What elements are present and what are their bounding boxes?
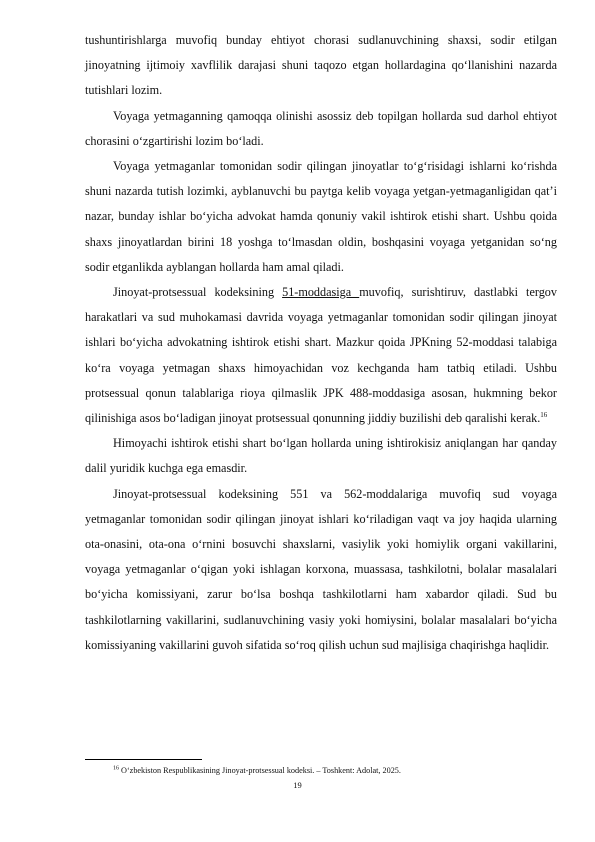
paragraph-advocate-requirement: Voyaga yetmaganlar tomonidan sodir qilingan jinoyatlar to‘g‘risidagi ishlarni ko‘rishda shuni nazarda tutish lozimki, ayblanuvchi bu paytga kelib voyaga yetgan-yetmaganligidan qat’i nazar, bunday ishlar bo‘yicha advokat hamda qonuniy vakil ishtirok etishi shart. Ushbu qoida shaxs jinoyatlardan birini 18 yoshga to‘lmasdan oldin, boshqasini voyaga yetganidan so‘ng sodir etganlikda ayblangan hollarda ham amal qiladi. bbox=[85, 159, 557, 274]
paragraph-articles-551-562: Jinoyat-protsessual kodeksining 551 va 562-moddalariga muvofiq sud voyaga yetmaganlar tomonidan sodir qilingan jinoyat ishlari ko‘riladigan vaqt va joy haqida ularning ota-onasini, ota-ona o‘rnini bosuvchi shaxslarni, vasiylik yoki homiylik organi vakillarini, voyaga yetmaganlar o‘qigan yoki ishlagan korxona, muassasa, tashkilotni, bolalar masalalari bo‘yicha komissiyani, zarur bo‘lsa boshqa tashkilotlarni ham xabardor qiladi. Sud bu tashkilotlarning vakillarini, sudlanuvchining vasiy yoki homiysini, bolalar masalalari bo‘yicha komissiyaning vakillarini guvoh sifatida so‘roq qilish uchun sud majlisiga chaqirishga haqlidir. bbox=[85, 486, 557, 652]
article-51-link[interactable]: 51-moddasiga bbox=[282, 285, 360, 300]
page-number: 19 bbox=[293, 780, 302, 790]
paragraph-evidence-validity: Himoyachi ishtirok etishi shart bo‘lgan hollarda uning ishtirokisiz aniqlangan har qanday dalil yuridik kuchga ega emasdir. bbox=[85, 436, 557, 476]
paragraph-continuation: tushuntirishlarga muvofiq bunday ehtiyot chorasi sudlanuvchining shaxsi, sodir etilgan jinoyatning ijtimoiy xavflilik darajasi shuni taqozo etgan hollardagina qo‘llanishini nazarda tutishlari lozim. bbox=[85, 33, 557, 98]
document-body bbox=[85, 28, 557, 658]
paragraph-jpk-article-51 bbox=[85, 280, 557, 431]
paragraph-text: muvofiq, surishtiruv, dastlabki tergov harakatlari va sud muhokamasi davrida voyaga yetmaganlar tomonidan sodir qilingan jinoyat ishlari bo‘yicha advokatning ishtirok etishi shart. Mazkur qoida JPKning 52-moddasi talabiga ko‘ra voyaga yetmagan shaxs himoyachidan voz kechganda ham tatbiq etiladi. Ushbu protsessual qonun talablariga rioya qilmaslik JPK 488-moddasiga asosan, hukmning bekor qilinishiga asos bo‘ladigan jinoyat protsessual qonunning jiddiy buzilishi deb qaralishi kerak. bbox=[85, 285, 557, 426]
paragraph-arrest-unfounded: Voyaga yetmaganning qamoqqa olinishi asossiz deb topilgan hollarda sud darhol ehtiyot chorasini o‘zgartirishi lozim bo‘ladi. bbox=[85, 108, 557, 148]
footnote-divider bbox=[85, 759, 202, 760]
paragraph-text: Jinoyat-protsessual kodeksining bbox=[113, 285, 283, 300]
footnote bbox=[113, 766, 553, 776]
footnote-number: 16 bbox=[113, 765, 119, 772]
footnote-text: O‘zbekiston Respublikasining Jinoyat-protsessual kodeksi. – Toshkent: Adolat, 2025. bbox=[119, 766, 401, 775]
footnote-ref: 16 bbox=[540, 410, 548, 419]
